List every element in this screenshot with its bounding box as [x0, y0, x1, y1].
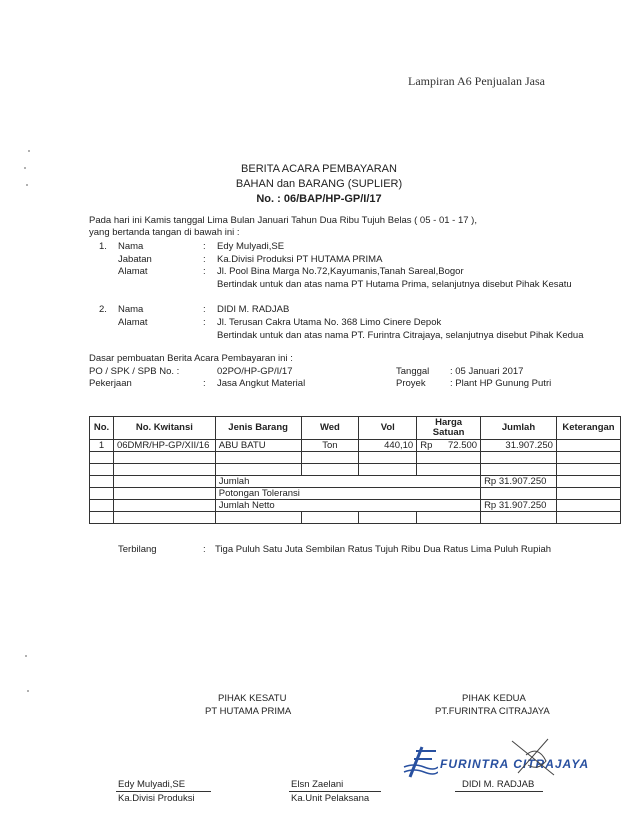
party1-address-label: Alamat [118, 266, 148, 277]
party1-number: 1. [99, 241, 107, 252]
signer2-name: Elsn Zaelani [291, 779, 344, 790]
intro-line: yang bertanda tangan di bawah ini : [89, 227, 240, 238]
header-barang: Jenis Barang [215, 417, 301, 440]
party1-note: Bertindak untuk dan atas nama PT Hutama Prima, selanjutnya disebut Pihak Kesatu [217, 279, 572, 290]
harga-value: 72.500 [448, 440, 478, 451]
date-value: : 05 Januari 2017 [450, 366, 524, 377]
colon: : [203, 304, 206, 315]
party2-number: 2. [99, 304, 107, 315]
colon: : [203, 254, 206, 265]
table-row-empty [90, 464, 621, 476]
scan-artifact [27, 690, 29, 692]
cell-harga [417, 440, 481, 452]
scan-artifact [25, 655, 27, 657]
harga-currency: Rp [420, 440, 433, 451]
party2-address-label: Alamat [118, 317, 148, 328]
attachment-label: Lampiran A6 Penjualan Jasa [408, 74, 545, 88]
colon: : [203, 266, 206, 277]
party1-position: Ka.Divisi Produksi PT HUTAMA PRIMA [217, 254, 383, 265]
header-vol: Vol [359, 417, 417, 440]
signer1-name: Edy Mulyadi,SE [118, 779, 186, 790]
total-label: Jumlah [215, 476, 480, 488]
party2-sign-company: PT.FURINTRA CITRAJAYA [435, 706, 550, 717]
po-label: PO / SPK / SPB No. : [89, 366, 180, 377]
net-label: Jumlah Netto [215, 500, 480, 512]
table-row-empty [90, 512, 621, 524]
amount-words: Tiga Puluh Satu Juta Sembilan Ratus Tujuh Ribu Dua Ratus Lima Puluh Rupiah [215, 544, 552, 555]
header-jumlah: Jumlah [481, 417, 557, 440]
header-harga: Harga Satuan [417, 417, 481, 440]
cell-vol: 440,10 [359, 440, 417, 452]
table-row-empty [90, 452, 621, 464]
signature-line [289, 791, 381, 792]
signature-line [116, 791, 211, 792]
po-number: 02PO/HP-GP/I/17 [217, 366, 293, 377]
party1-name-label: Nama [118, 241, 144, 252]
signer1-role: Ka.Divisi Produksi [118, 793, 195, 804]
party2-sign-title: PIHAK KEDUA [462, 693, 526, 704]
party1-position-label: Jabatan [118, 254, 152, 265]
document-number: No. : 06/BAP/HP-GP/I/17 [256, 193, 382, 205]
colon: : [203, 317, 206, 328]
intro-line: Pada hari ini Kamis tanggal Lima Bulan Januari Tahun Dua Ribu Tujuh Belas ( 05 - 01 - 17 ), [89, 215, 477, 226]
project-label: Proyek [396, 378, 426, 389]
project-value: : Plant HP Gunung Putri [450, 378, 552, 389]
cell-barang: ABU BATU [215, 440, 301, 452]
amount-words-label: Terbilang [118, 544, 157, 555]
cell-wed: Ton [301, 440, 359, 452]
scan-artifact [28, 150, 30, 152]
deduction-label: Potongan Toleransi [215, 488, 480, 500]
colon: : [203, 378, 206, 389]
net-value: Rp 31.907.250 [481, 500, 557, 512]
signature-scribble [508, 735, 558, 779]
date-label: Tanggal [396, 366, 430, 377]
party1-address: Jl. Pool Bina Marga No.72,Kayumanis,Tanah Sareal,Bogor [217, 266, 464, 277]
party2-address: Jl. Terusan Cakra Utama No. 368 Limo Cinere Depok [217, 317, 442, 328]
colon: : [203, 544, 206, 555]
party1-name: Edy Mulyadi,SE [217, 241, 285, 252]
colon: : [203, 241, 206, 252]
furintra-logo-icon [402, 745, 438, 779]
party2-name: DIDI M. RADJAB [217, 304, 290, 315]
signer3-name: DIDI M. RADJAB [462, 779, 535, 790]
work-value: Jasa Angkut Material [217, 378, 306, 389]
work-label: Pekerjaan [89, 378, 132, 389]
table-row-total [90, 476, 621, 488]
furintra-logo-text: FURINTRA CITRAJAYA [440, 757, 590, 771]
payment-table [89, 416, 621, 524]
table-row-deduction [90, 488, 621, 500]
cell-jumlah: 31.907.250 [481, 440, 557, 452]
signer2-role: Ka.Unit Pelaksana [291, 793, 370, 804]
total-value: Rp 31.907.250 [481, 476, 557, 488]
document-subtitle: BAHAN dan BARANG (SUPLIER) [235, 178, 403, 190]
party2-name-label: Nama [118, 304, 144, 315]
table-row-net [90, 500, 621, 512]
header-wed: Wed [301, 417, 359, 440]
party2-note: Bertindak untuk dan atas nama PT. Furintra Citrajaya, selanjutnya disebut Pihak Kedua [217, 330, 584, 341]
signature-line [455, 791, 543, 792]
table-header-row [90, 417, 621, 440]
party1-sign-company: PT HUTAMA PRIMA [205, 706, 292, 717]
cell-no: 1 [90, 440, 114, 452]
party1-sign-title: PIHAK KESATU [218, 693, 287, 704]
document-title: BERITA ACARA PEMBAYARAN [241, 163, 397, 175]
header-keterangan: Keterangan [556, 417, 620, 440]
basis-label: Dasar pembuatan Berita Acara Pembayaran ini : [89, 353, 293, 364]
header-kwitansi: No. Kwitansi [113, 417, 215, 440]
cell-kwitansi: 06DMR/HP-GP/XII/16 [113, 440, 215, 452]
cell-keterangan [556, 440, 620, 452]
table-row [90, 440, 621, 452]
header-no: No. [90, 417, 114, 440]
